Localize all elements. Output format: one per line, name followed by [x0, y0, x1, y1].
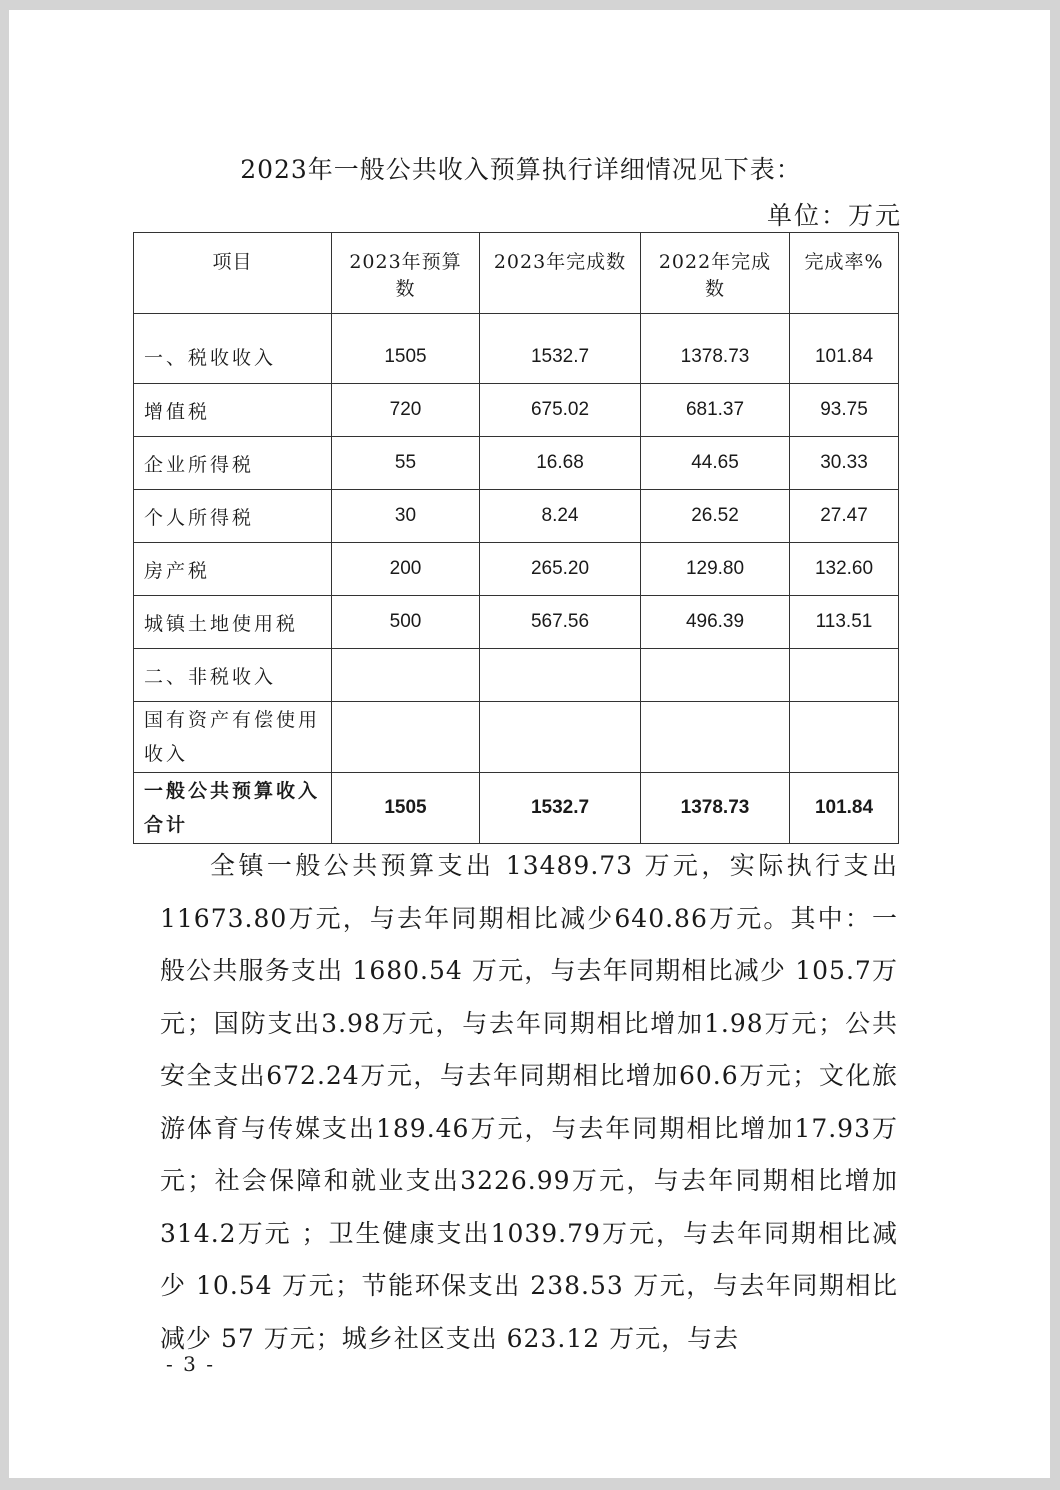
header-actual-2022: 2022年完成数 [641, 233, 790, 314]
table-row [134, 437, 899, 490]
table-row [134, 649, 899, 702]
row-rate [790, 702, 899, 773]
row-item: 企业所得税 [134, 437, 332, 490]
row-actual-2022: 26.52 [641, 490, 790, 543]
row-budget-2023 [332, 702, 480, 773]
table-row [134, 384, 899, 437]
row-actual-2023 [480, 649, 641, 702]
table-row [134, 543, 899, 596]
table-row [134, 702, 899, 773]
row-rate: 93.75 [790, 384, 899, 437]
row-item: 城镇土地使用税 [134, 596, 332, 649]
row-actual-2022 [641, 649, 790, 702]
row-budget-2023: 500 [332, 596, 480, 649]
expenditure-paragraph: 全镇一般公共预算支出 13489.73 万元，实际执行支出11673.80万元，与去年同期相比减少640.86万元。其中：一般公共服务支出 1680.54 万元，与去年同期相比减少 105.7万元；国防支出3.98万元，与去年同期相比增加1.98万元；公共安全支出672.24万元，与去年同期相比增加60.6万元；文化旅游体育与传媒支出189.46万元，与去年同期相比增加17.93万元；社会保障和就业支出3226.99万元，与去年同期相比增加314.2万元 ；卫生健康支出1039.79万元，与去年同期相比减少 10.54 万元；节能环保支出 238.53 万元，与去年同期相比减少 57 万元；城乡社区支出 623.12 万元，与去 [160, 851, 898, 1353]
row-item: 一、税收收入 [134, 314, 332, 384]
row-rate: 101.84 [790, 773, 899, 844]
row-actual-2023: 567.56 [480, 596, 641, 649]
row-budget-2023 [332, 649, 480, 702]
row-actual-2023: 265.20 [480, 543, 641, 596]
table-title: 2023年一般公共收入预算执行详细情况见下表： [240, 155, 802, 184]
row-actual-2022: 44.65 [641, 437, 790, 490]
row-actual-2023: 1532.7 [480, 773, 641, 844]
table-header-row [134, 233, 899, 314]
row-actual-2023: 675.02 [480, 384, 641, 437]
page-number: - 3 - [166, 1352, 215, 1376]
row-rate: 132.60 [790, 543, 899, 596]
row-item: 二、非税收入 [134, 649, 332, 702]
row-actual-2022: 129.80 [641, 543, 790, 596]
row-actual-2022: 496.39 [641, 596, 790, 649]
unit-label: 单位：万元 [766, 201, 902, 230]
row-rate: 27.47 [790, 490, 899, 543]
table-total-row [134, 773, 899, 844]
row-budget-2023: 55 [332, 437, 480, 490]
row-rate [790, 649, 899, 702]
table-row [134, 314, 899, 384]
revenue-table [133, 232, 899, 844]
row-item: 个人所得税 [134, 490, 332, 543]
table-row [134, 596, 899, 649]
row-rate: 30.33 [790, 437, 899, 490]
header-actual-2023: 2023年完成数 [480, 233, 641, 314]
header-rate: 完成率% [790, 233, 899, 314]
row-actual-2023: 1532.7 [480, 314, 641, 384]
row-budget-2023: 200 [332, 543, 480, 596]
row-budget-2023: 1505 [332, 314, 480, 384]
row-item: 国有资产有偿使用收入 [134, 702, 332, 773]
row-actual-2023 [480, 702, 641, 773]
row-actual-2022: 681.37 [641, 384, 790, 437]
row-actual-2022: 1378.73 [641, 314, 790, 384]
row-actual-2023: 8.24 [480, 490, 641, 543]
table-row [134, 490, 899, 543]
row-item: 增值税 [134, 384, 332, 437]
row-budget-2023: 1505 [332, 773, 480, 844]
header-item: 项目 [134, 233, 332, 314]
row-item: 房产税 [134, 543, 332, 596]
row-budget-2023: 30 [332, 490, 480, 543]
row-item: 一般公共预算收入合计 [134, 773, 332, 844]
header-budget-2023: 2023年预算数 [332, 233, 480, 314]
row-actual-2022 [641, 702, 790, 773]
row-budget-2023: 720 [332, 384, 480, 437]
row-actual-2022: 1378.73 [641, 773, 790, 844]
row-actual-2023: 16.68 [480, 437, 641, 490]
row-rate: 113.51 [790, 596, 899, 649]
row-rate: 101.84 [790, 314, 899, 384]
